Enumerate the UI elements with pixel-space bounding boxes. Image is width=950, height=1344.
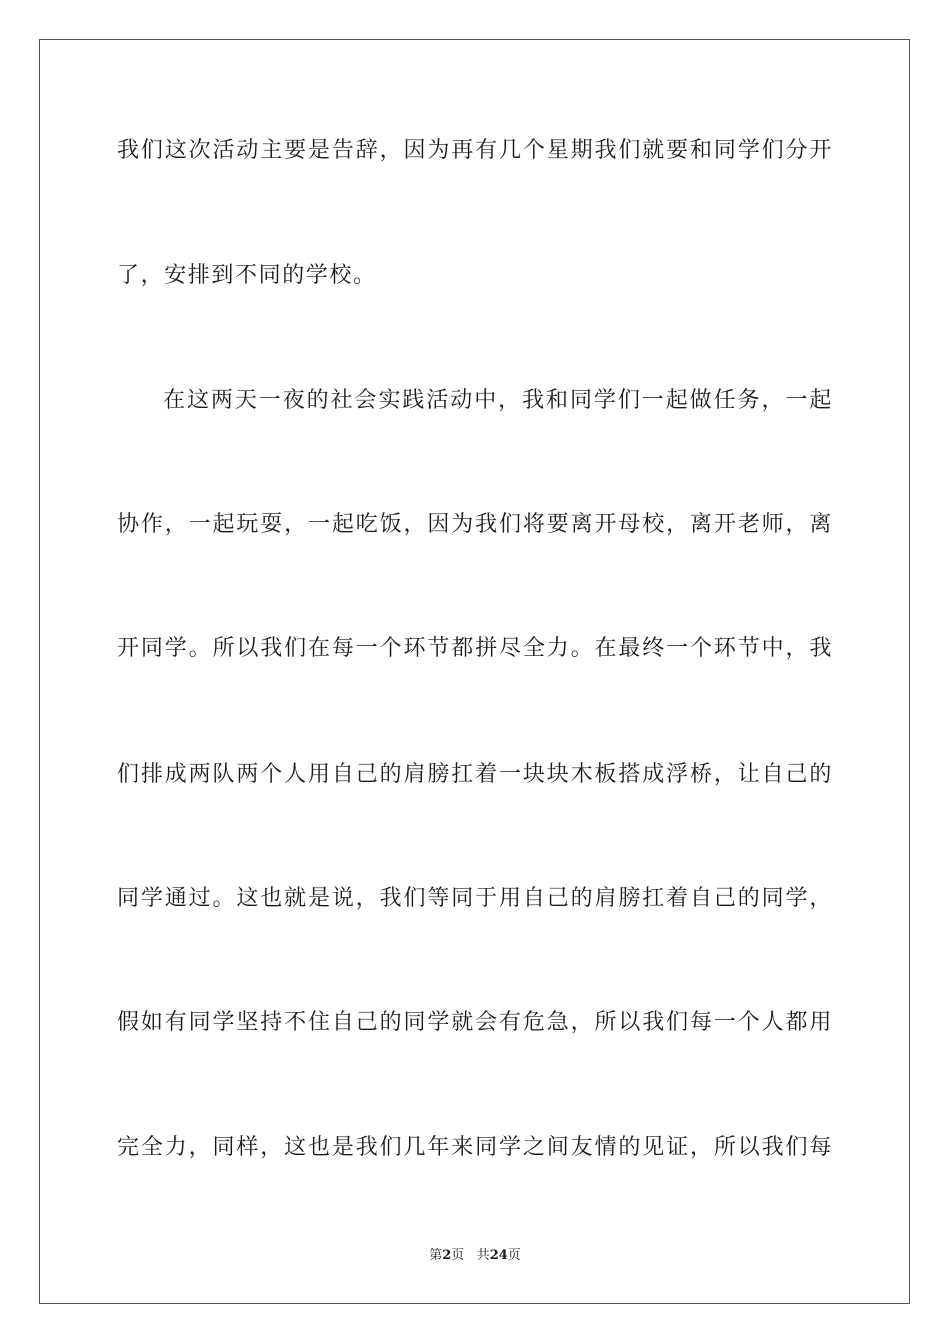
page-number: 2 [442,1248,452,1263]
body-line-8: 假如有同学坚持不住自己的同学就会有危急，所以我们每一个人都用 [117,1010,833,1035]
total-pages: 24 [489,1248,508,1263]
body-line-2: 了，安排到不同的学校。 [117,263,377,288]
page-footer [0,1247,950,1265]
total-suffix: 页 [507,1248,521,1263]
body-line-1: 我们这次活动主要是告辞，因为再有几个星期我们就要和同学们分开 [117,138,833,163]
page-suffix: 页 [451,1248,465,1263]
page-prefix: 第 [429,1248,443,1263]
body-line-9: 完全力，同样，这也是我们几年来同学之间友情的见证，所以我们每 [117,1135,833,1160]
body-line-5: 开同学。所以我们在每一个环节都拼尽全力。在最终一个环节中，我 [117,636,833,661]
body-line-4: 协作，一起玩耍，一起吃饭，因为我们将要离开母校，离开老师，离 [117,512,833,537]
body-line-6: 们排成两队两个人用自己的肩膀扛着一块块木板搭成浮桥，让自己的 [117,762,833,787]
total-prefix: 共 [476,1248,490,1263]
body-line-3: 在这两天一夜的社会实践活动中，我和同学们一起做任务，一起 [163,388,833,413]
body-line-7: 同学通过。这也就是说，我们等同于用自己的肩膀扛着自己的同学， [117,886,833,911]
page-frame [39,39,910,1304]
